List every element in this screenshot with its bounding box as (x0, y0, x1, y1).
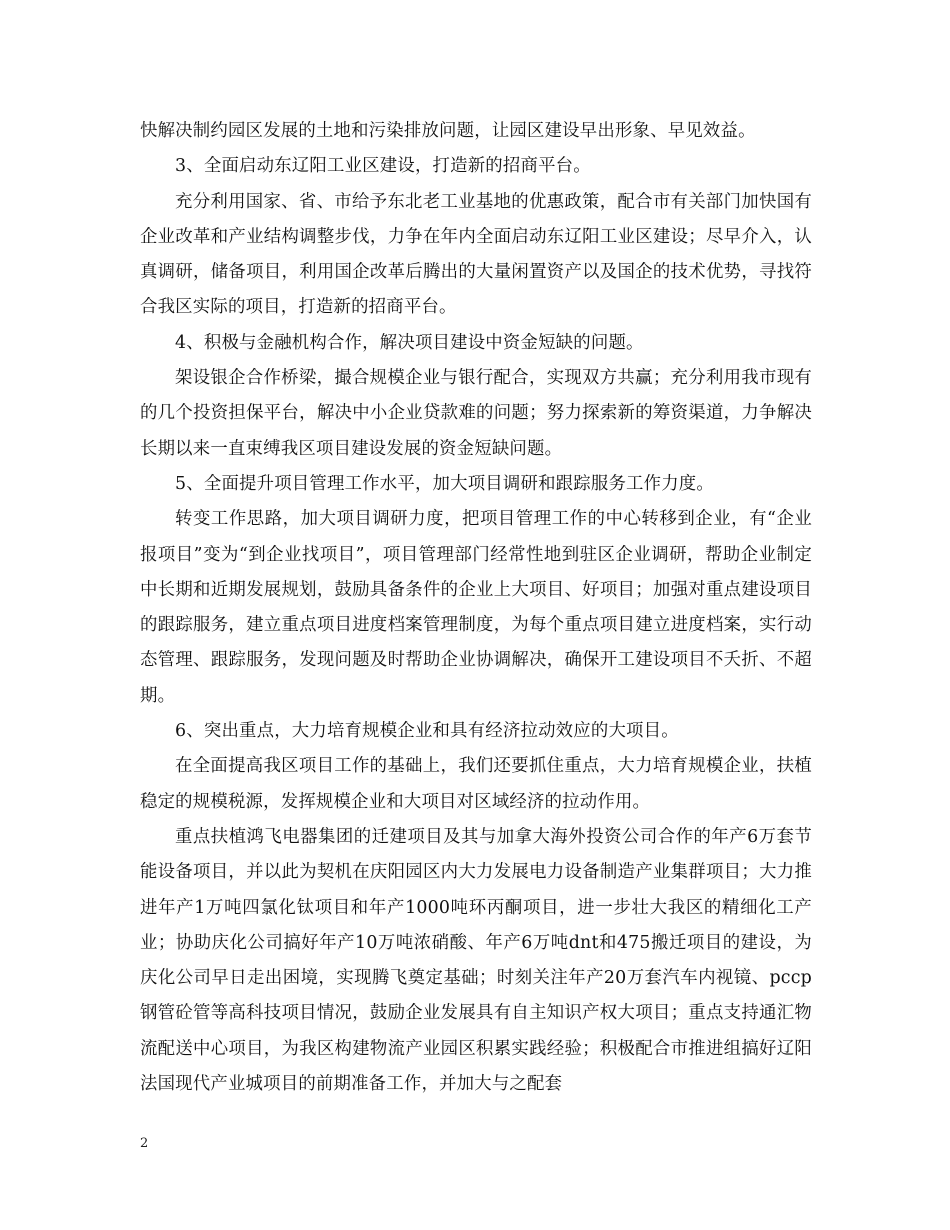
section-heading-3: 3、全面启动东辽阳工业区建设，打造新的招商平台。 (175, 156, 591, 177)
paragraph: 在全面提高我区项目工作的基础上，我们还要抓住重点，大力培育规模企业，扶植稳定的规模税源，发挥规模企业和大项目对区域经济的拉动作用。 (140, 756, 812, 812)
paragraph: 充分利用国家、省、市给予东北老工业基地的优惠政策，配合市有关部门加快国有企业改革和产业结构调整步伐，力争在年内全面启动东辽阳工业区建设；尽早介入，认真调研，储备项目，利用国企改革后腾出的大量闲置资产以及国企的技术优势，寻找符合我区实际的项目，打造新的招商平台。 (140, 191, 812, 318)
section-heading-5: 5、全面提升项目管理工作水平，加大项目调研和跟踪服务工作力度。 (175, 473, 714, 494)
paragraph: 架设银企合作桥梁，撮合规模企业与银行配合，实现双方共赢；充分利用我市现有的几个投资担保平台，解决中小企业贷款难的问题；努力探索新的筹资渠道，力争解决长期以来一直束缚我区项目建设发展的资金短缺问题。 (140, 368, 812, 459)
paragraph: 重点扶植鸿飞电器集团的迁建项目及其与加拿大海外投资公司合作的年产6万套节能设备项目，并以此为契机在庆阳园区内大力发展电力设备制造产业集群项目；大力推进年产1万吨四氯化钛项目和年产1000吨环丙酮项目，进一步壮大我区的精细化工产业；协助庆化公司搞好年产10万吨浓硝酸、年产6万吨dnt和475搬迁项目的建设，为庆化公司早日走出困境，实现腾飞奠定基础；时刻关注年产20万套汽车内视镜、pccp钢管砼管等高科技项目情况，鼓励企业发展具有自主知识产权大项目；重点支持通汇物流配送中心项目，为我区构建物流产业园区积累实践经验；积极配合市推进组搞好辽阳法国现代产业城项目的前期准备工作，并加大与之配套 (140, 826, 812, 1095)
section-heading-4: 4、积极与金融机构合作，解决项目建设中资金短缺的问题。 (175, 332, 644, 353)
paragraph-continuation: 快解决制约园区发展的土地和污染排放问题，让园区建设早出形象、早见效益。 (140, 121, 756, 141)
page-number: 2 (140, 1136, 149, 1151)
document-body (140, 114, 812, 1102)
section-heading-6: 6、突出重点，大力培育规模企业和具有经济拉动效应的大项目。 (175, 721, 679, 742)
paragraph: 转变工作思路，加大项目调研力度，把项目管理工作的中心转移到企业，有“企业报项目”变为“到企业找项目”，项目管理部门经常性地到驻区企业调研，帮助企业制定中长期和近期发展规划，鼓励具备条件的企业上大项目、好项目；加强对重点建设项目的跟踪服务，建立重点项目进度档案管理制度，为每个重点项目建立进度档案，实行动态管理、跟踪服务，发现问题及时帮助企业协调解决，确保开工建设项目不夭折、不超期。 (140, 509, 812, 706)
